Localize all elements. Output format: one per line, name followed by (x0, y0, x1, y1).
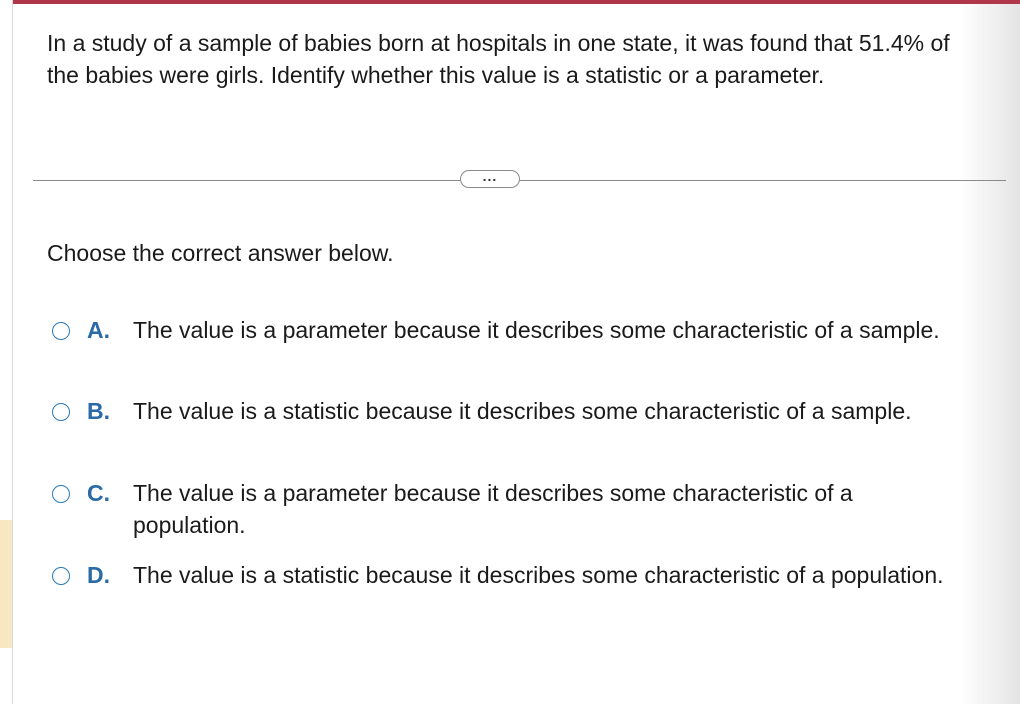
radio-button-a[interactable] (52, 322, 70, 340)
answer-option-c[interactable] (52, 478, 972, 541)
right-scroll-shade (960, 4, 1020, 704)
instruction-text: Choose the correct answer below. (47, 240, 394, 266)
radio-button-d[interactable] (52, 567, 70, 585)
radio-button-c[interactable] (52, 485, 70, 503)
ellipsis-icon: ... (482, 168, 498, 184)
option-letter-b: B. (87, 398, 110, 424)
option-text-d: The value is a statistic because it describes some characteristic of a population. (133, 562, 944, 588)
radio-button-b[interactable] (52, 403, 70, 421)
option-letter-c: C. (87, 480, 110, 506)
option-text-a: The value is a parameter because it describes some characteristic of a sample. (133, 317, 940, 343)
option-letter-d: D. (87, 562, 110, 588)
top-border (12, 0, 1020, 4)
answer-option-d[interactable] (52, 560, 972, 592)
question-text: In a study of a sample of babies born at hospitals in one state, it was found that 51.4% of the babies were girls. Identify whether this value is a statistic or a parameter. (47, 30, 950, 88)
option-text-b: The value is a statistic because it describes some characteristic of a sample. (133, 398, 912, 424)
option-letter-a: A. (87, 317, 110, 343)
left-rule (12, 0, 13, 704)
answer-option-a[interactable] (52, 315, 972, 347)
answer-option-b[interactable] (52, 396, 972, 428)
left-accent-bar (0, 520, 12, 648)
more-options-button[interactable] (460, 170, 520, 188)
option-text-c: The value is a parameter because it describes some characteristic of a population. (133, 480, 853, 538)
